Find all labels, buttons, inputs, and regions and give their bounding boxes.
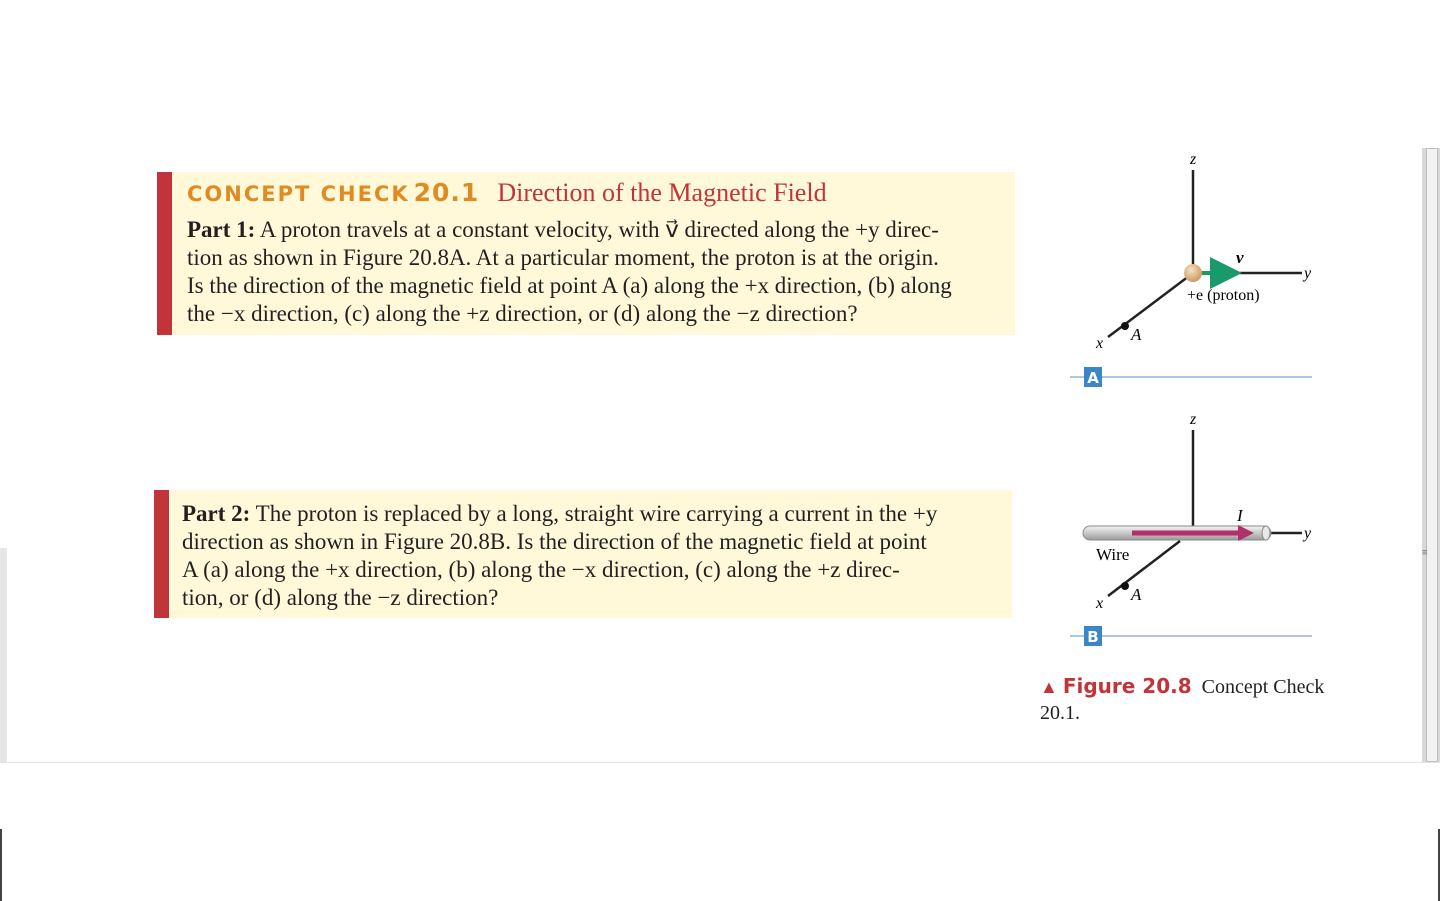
concept-check-title: Direction of the Magnetic Field	[497, 178, 827, 207]
figure-caption	[1040, 673, 1340, 726]
figure-20-8	[1040, 140, 1360, 660]
proton-sphere	[1184, 264, 1202, 282]
point-a-label: A	[1131, 585, 1142, 604]
x-axis-line	[1108, 273, 1193, 337]
part2-line: Part 2: The proton is replaced by a long, straight wire carrying a current in the +y	[182, 501, 938, 526]
accent-bar	[154, 490, 169, 618]
left-panel-edge	[0, 548, 7, 762]
part1-line: Is the direction of the magnetic field at point A (a) along the +x direction, (b) along	[187, 273, 952, 298]
concept-check-part1-box	[157, 172, 1015, 335]
part2-line: tion, or (d) along the −z direction?	[182, 585, 499, 610]
concept-check-heading	[187, 178, 827, 208]
velocity-label: v⃗	[1236, 248, 1257, 267]
z-axis-label: z	[1190, 411, 1197, 428]
part1-label: Part 1:	[187, 217, 256, 242]
frame-edge-left	[0, 829, 2, 901]
figure-panel-a	[1070, 151, 1312, 387]
part1-line: tion as shown in Figure 20.8A. At a particular moment, the proton is at the origin.	[187, 245, 939, 270]
part2-text	[182, 500, 1007, 612]
scrollbar-grip-icon: ≡	[1422, 548, 1428, 558]
wire-end	[1262, 526, 1270, 540]
caption-figure-number: Figure 20.8	[1062, 674, 1192, 698]
current-label: I	[1237, 506, 1243, 525]
scrollbar-thumb[interactable]	[1426, 148, 1438, 762]
z-axis-label: z	[1190, 151, 1197, 168]
lower-blank-area	[0, 762, 1440, 901]
part2-line: A (a) along the +x direction, (b) along the −x direction, (c) along the +z direc-	[182, 557, 900, 582]
part2-label: Part 2:	[182, 501, 251, 526]
wire-label: Wire	[1096, 545, 1130, 564]
point-a-marker	[1121, 582, 1129, 590]
y-axis-label: y	[1304, 265, 1312, 282]
concept-check-part2-box	[154, 490, 1012, 618]
y-axis-label: y	[1304, 525, 1312, 542]
figure-panel-b	[1070, 411, 1312, 646]
caption-text: Concept Check 20.1.	[1040, 676, 1325, 724]
point-a-label: A	[1131, 325, 1142, 344]
part2-line: direction as shown in Figure 20.8B. Is the direction of the magnetic field at point	[182, 529, 927, 554]
caption-triangle-icon: ▲	[1040, 677, 1058, 697]
proton-label: +e (proton)	[1187, 287, 1260, 304]
concept-check-number: 20.1	[413, 178, 480, 207]
x-axis-label: x	[1096, 335, 1104, 352]
x-axis-label: x	[1096, 595, 1104, 612]
part1-text	[187, 216, 1012, 328]
part1-line: Part 1: A proton travels at a constant velocity, with v⃗ directed along the +y direc-	[187, 217, 939, 242]
part1-line: the −x direction, (c) along the +z direction, or (d) along the −z direction?	[187, 301, 858, 326]
point-a-marker	[1121, 322, 1129, 330]
concept-check-label: CONCEPT CHECK	[187, 182, 410, 206]
accent-bar	[157, 172, 172, 335]
panel-b-badge-label: B	[1087, 628, 1099, 646]
panel-a-badge-label: A	[1087, 369, 1099, 387]
vertical-scrollbar[interactable]	[1418, 0, 1440, 762]
